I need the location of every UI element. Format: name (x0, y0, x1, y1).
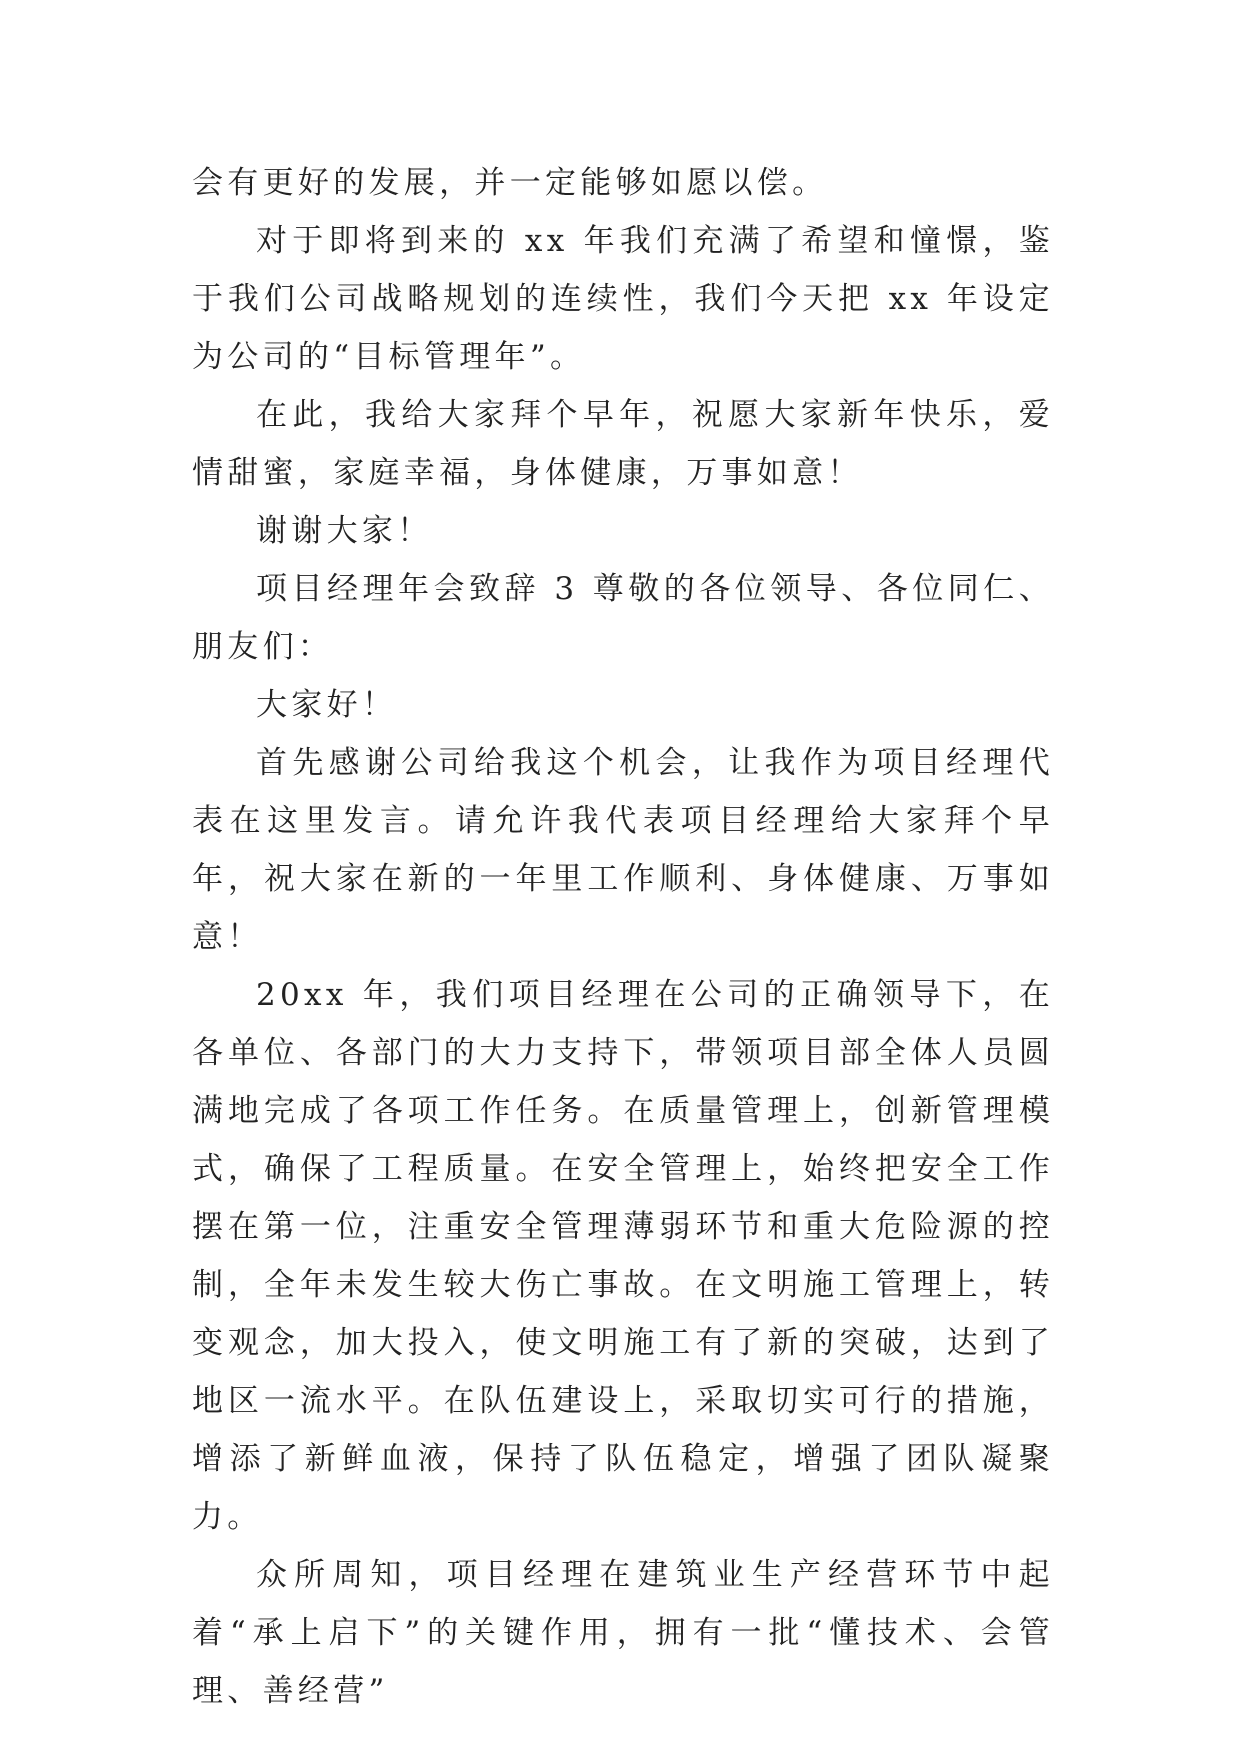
document-body (192, 154, 1054, 1720)
paragraph-5: 项目经理年会致辞 3 尊敬的各位领导、各位同仁、朋友们： (192, 571, 1054, 665)
paragraph-7: 首先感谢公司给我这个机会，让我作为项目经理代表在这里发言。请允许我代表项目经理给大家拜个早年，祝大家在新的一年里工作顺利、身体健康、万事如意！ (192, 745, 1054, 955)
paragraph-3: 在此，我给大家拜个早年，祝愿大家新年快乐，爱情甜蜜，家庭幸福，身体健康，万事如意！ (192, 397, 1054, 491)
paragraph-8: 20xx 年，我们项目经理在公司的正确领导下，在各单位、各部门的大力支持下，带领项目部全体人员圆满地完成了各项工作任务。在质量管理上，创新管理模式，确保了工程质量。在安全管理上，始终把安全工作摆在第一位，注重安全管理薄弱环节和重大危险源的控制，全年未发生较大伤亡事故。在文明施工管理上，转变观念，加大投入，使文明施工有了新的突破，达到了地区一流水平。在队伍建设上，采取切实可行的措施，增添了新鲜血液，保持了队伍稳定，增强了团队凝聚力。 (192, 977, 1054, 1535)
paragraph-4: 谢谢大家！ (256, 513, 433, 549)
paragraph-6: 大家好！ (256, 687, 398, 723)
paragraph-9: 众所周知，项目经理在建筑业生产经营环节中起着“承上启下”的关键作用，拥有一批“懂技术、会管理、善经营” (192, 1557, 1054, 1709)
paragraph-2: 对于即将到来的 xx 年我们充满了希望和憧憬，鉴于我们公司战略规划的连续性，我们今天把 xx 年设定为公司的“目标管理年”。 (192, 223, 1054, 375)
paragraph-1: 会有更好的发展，并一定能够如愿以偿。 (192, 165, 828, 201)
